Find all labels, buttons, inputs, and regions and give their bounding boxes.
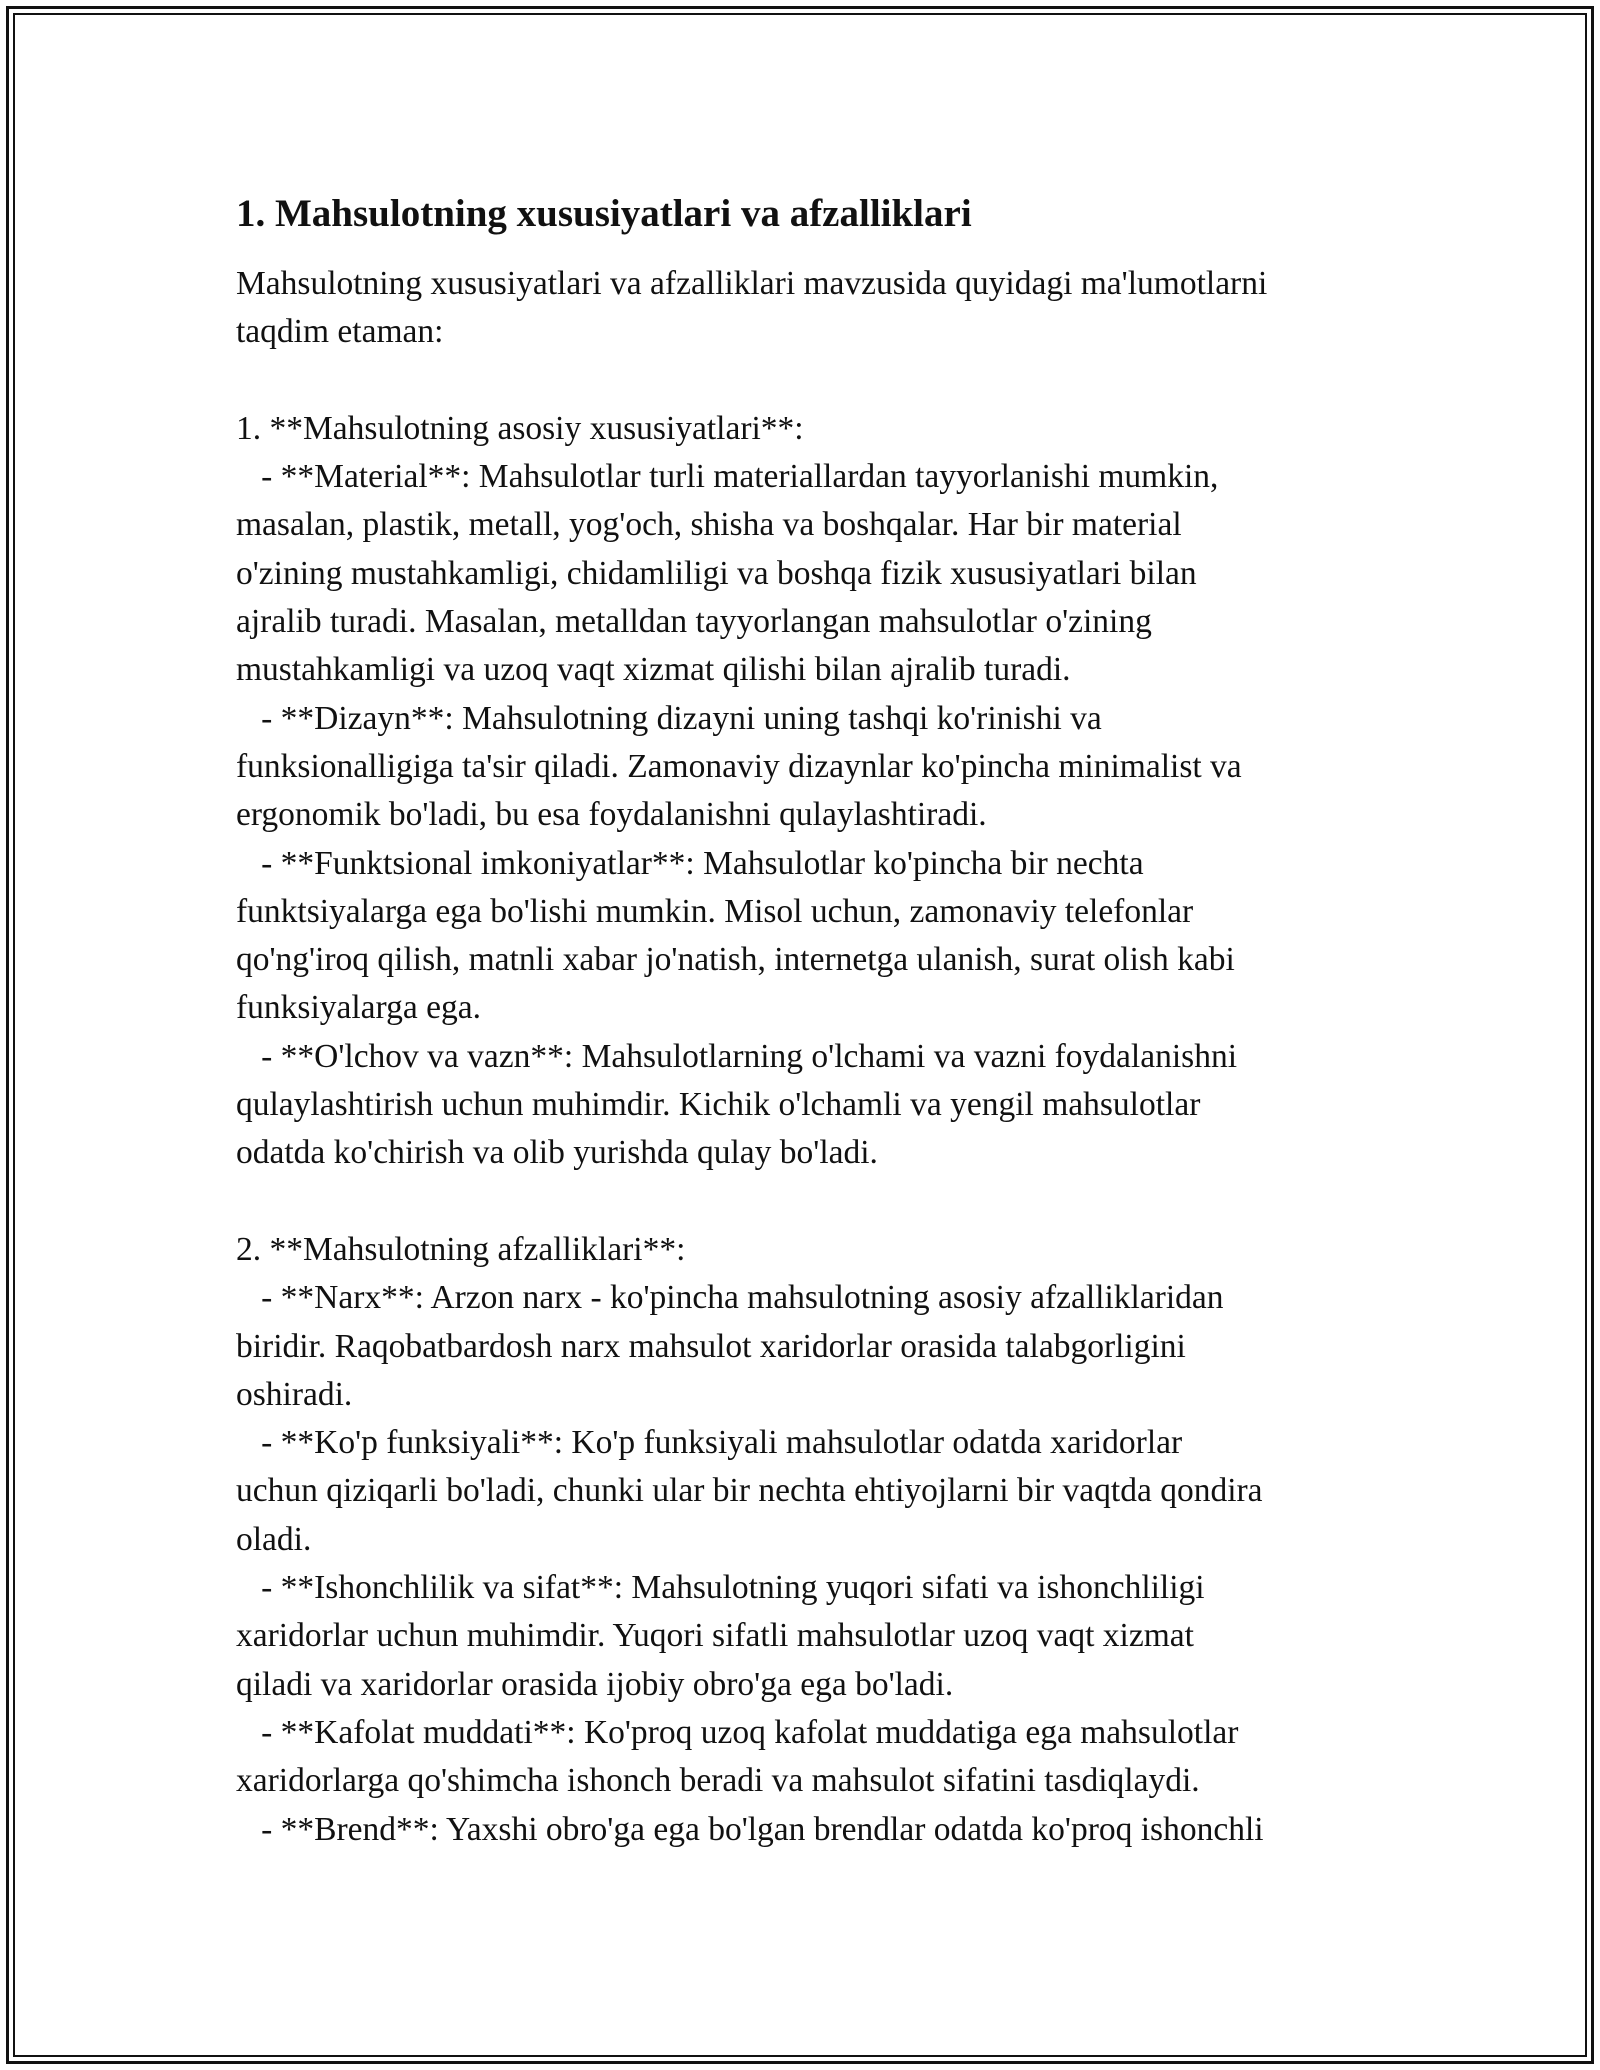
text-line: funksiyalarga ega. xyxy=(236,989,481,1027)
text-line: o'zining mustahkamligi, chidamliligi va boshqa fizik xususiyatlari bilan xyxy=(236,554,1197,592)
text-line: funksionalligiga ta'sir qiladi. Zamonaviy dizaynlar ko'pincha minimalist va xyxy=(236,747,1242,785)
text-line: taqdim etaman: xyxy=(236,313,444,351)
text-line: - **Material**: Mahsulotlar turli materiallardan tayyorlanishi mumkin, xyxy=(236,458,1219,496)
text-line: - **Brend**: Yaxshi obro'ga ega bo'lgan brendlar odatda ko'proq ishonchli xyxy=(236,1810,1264,1848)
text-line: qiladi va xaridorlar orasida ijobiy obro'ga ega bo'ladi. xyxy=(236,1665,954,1703)
text-line: - **Ishonchlilik va sifat**: Mahsulotning yuqori sifati va ishonchliligi xyxy=(236,1569,1205,1607)
text-line: - **Kafolat muddati**: Ko'proq uzoq kafolat muddatiga ega mahsulotlar xyxy=(236,1713,1239,1751)
text-line: 2. **Mahsulotning afzalliklari**: xyxy=(236,1230,686,1268)
document-body xyxy=(236,190,1366,1854)
text-line: masalan, plastik, metall, yog'och, shisha va boshqalar. Har bir material xyxy=(236,506,1182,544)
text-line: funktsiyalarga ega bo'lishi mumkin. Misol uchun, zamonaviy telefonlar xyxy=(236,892,1194,930)
text-line: oshiradi. xyxy=(236,1375,353,1413)
section-title: 1. Mahsulotning xususiyatlari va afzalliklari xyxy=(236,192,972,235)
text-line: 1. **Mahsulotning asosiy xususiyatlari**: xyxy=(236,409,804,447)
text-line: mustahkamligi va uzoq vaqt xizmat qilishi bilan ajralib turadi. xyxy=(236,651,1071,689)
text-line: ajralib turadi. Masalan, metalldan tayyorlangan mahsulotlar o'zining xyxy=(236,603,1152,641)
text-line: xaridorlarga qo'shimcha ishonch beradi va mahsulot sifatini tasdiqlaydi. xyxy=(236,1762,1200,1800)
text-line: - **Ko'p funksiyali**: Ko'p funksiyali mahsulotlar odatda xaridorlar xyxy=(236,1424,1183,1462)
text-line: biridir. Raqobatbardosh narx mahsulot xaridorlar orasida talabgorligini xyxy=(236,1327,1186,1365)
text-line: odatda ko'chirish va olib yurishda qulay bo'ladi. xyxy=(236,1134,878,1172)
text-line: uchun qiziqarli bo'ladi, chunki ular bir nechta ehtiyojlarni bir vaqtda qondira xyxy=(236,1472,1263,1510)
text-line: Mahsulotning xususiyatlari va afzalliklari mavzusida quyidagi ma'lumotlarni xyxy=(236,265,1268,302)
paragraph-gap xyxy=(236,1178,1366,1226)
text-line: - **Narx**: Arzon narx - ko'pincha mahsulotning asosiy afzalliklaridan xyxy=(236,1279,1224,1317)
body-text xyxy=(236,260,1366,1854)
text-line: - **Funktsional imkoniyatlar**: Mahsulotlar ko'pincha bir nechta xyxy=(236,844,1144,882)
text-line: qulaylashtirish uchun muhimdir. Kichik o'lchamli va yengil mahsulotlar xyxy=(236,1086,1201,1124)
text-line: xaridorlar uchun muhimdir. Yuqori sifatli mahsulotlar uzoq vaqt xizmat xyxy=(236,1617,1194,1655)
text-line: - **Dizayn**: Mahsulotning dizayni uning tashqi ko'rinishi va xyxy=(236,699,1102,737)
text-line: - **O'lchov va vazn**: Mahsulotlarning o'lchami va vazni foydalanishni xyxy=(236,1037,1238,1075)
text-line: qo'ng'iroq qilish, matnli xabar jo'natish, internetga ulanish, surat olish kabi xyxy=(236,941,1235,979)
paragraph-gap xyxy=(236,357,1366,405)
text-line: ergonomik bo'ladi, bu esa foydalanishni qulaylashtiradi. xyxy=(236,796,987,834)
text-line: oladi. xyxy=(236,1520,312,1558)
